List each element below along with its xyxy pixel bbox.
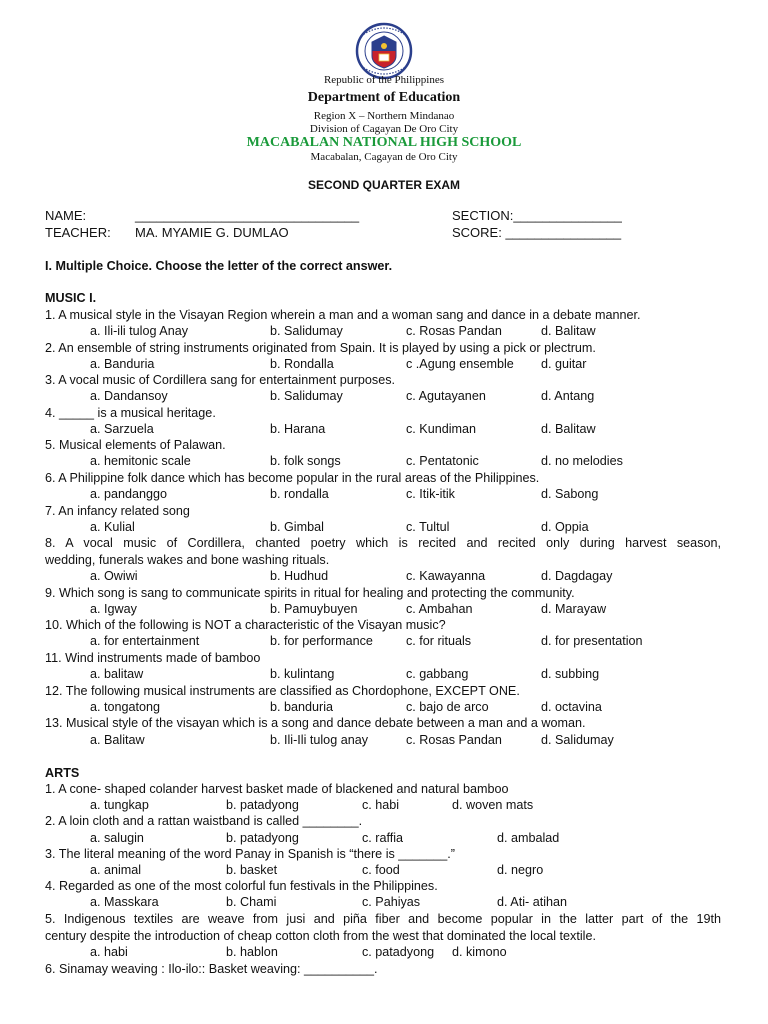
answer-option[interactable]: d. Ati- atihan [497, 895, 568, 909]
answer-option[interactable]: b. Pamuybuyen [270, 602, 358, 616]
answer-option[interactable]: c. food [362, 863, 400, 877]
music-question: 9. Which song is sang to communicate spirits in ritual for healing and protecting the community. [45, 586, 575, 600]
answer-option[interactable]: a. Kulial [90, 520, 135, 534]
answer-option[interactable]: c. Kawayanna [406, 569, 486, 583]
answer-option[interactable]: b. for performance [270, 634, 373, 648]
answer-option[interactable]: a. Balitaw [90, 733, 145, 747]
department-title: Department of Education [307, 90, 461, 105]
answer-option[interactable]: b. Rondalla [270, 357, 334, 371]
music-question: 6. A Philippine folk dance which has become popular in the rural areas of the Philippines. [45, 471, 540, 485]
music-question: 10. Which of the following is NOT a characteristic of the Visayan music? [45, 618, 446, 632]
answer-option[interactable]: a. Sarzuela [90, 422, 154, 436]
music-question: 8. A vocal music of Cordillera, chanted poetry which is recited and recited only during harvest season, [45, 536, 721, 550]
answer-option[interactable]: b. patadyong [226, 798, 299, 812]
music-question: 11. Wind instruments made of bamboo [45, 651, 261, 665]
answer-option[interactable]: b. Salidumay [270, 389, 343, 403]
school-name: MACABALAN NATIONAL HIGH SCHOOL [246, 135, 522, 150]
answer-option[interactable]: c .Agung ensemble [406, 357, 514, 371]
answer-option[interactable]: d. for presentation [541, 634, 643, 648]
teacher-value: MA. MYAMIE G. DUMLAO [135, 225, 289, 240]
music-question: 5. Musical elements of Palawan. [45, 438, 226, 452]
answer-option[interactable]: a. tungkap [90, 798, 149, 812]
answer-option[interactable]: d. Antang [541, 389, 595, 403]
answer-option[interactable]: a. for entertainment [90, 634, 200, 648]
music-question: 7. An infancy related song [45, 504, 190, 518]
arts-question: 2. A loin cloth and a rattan waistband is called ________. [45, 814, 363, 828]
arts-question: 6. Sinamay weaving : Ilo-ilo:: Basket weaving: __________. [45, 962, 378, 976]
answer-option[interactable]: b. Harana [270, 422, 326, 436]
answer-option[interactable]: c. Kundiman [406, 422, 477, 436]
answer-option[interactable]: b. rondalla [270, 487, 329, 501]
answer-option[interactable]: b. Hudhud [270, 569, 329, 583]
answer-option[interactable]: c. for rituals [406, 634, 472, 648]
answer-option[interactable]: b. Gimbal [270, 520, 324, 534]
answer-option[interactable]: c. bajo de arco [406, 700, 489, 714]
answer-option[interactable]: d. Marayaw [541, 602, 607, 616]
answer-option[interactable]: c. Rosas Pandan [406, 324, 502, 338]
music-question: 4. _____ is a musical heritage. [45, 406, 216, 420]
answer-option[interactable]: d. subbing [541, 667, 600, 681]
arts-question: 4. Regarded as one of the most colorful fun festivals in the Philippines. [45, 879, 438, 893]
answer-option[interactable]: c. Pentatonic [406, 454, 479, 468]
music-question: 2. An ensemble of string instruments originated from Spain. It is played by using a pick or plectrum. [45, 341, 596, 355]
answer-option[interactable]: b. Salidumay [270, 324, 343, 338]
answer-option[interactable]: c. habi [362, 798, 400, 812]
answer-option[interactable]: c. patadyong [362, 945, 435, 959]
answer-option[interactable]: d. guitar [541, 357, 587, 371]
music-heading: MUSIC I. [45, 291, 97, 305]
answer-option[interactable]: c. Ambahan [406, 602, 473, 616]
answer-option[interactable]: d. Sabong [541, 487, 599, 501]
music-question-continued: wedding, funerals wakes and bone washing rituals. [45, 553, 330, 567]
answer-option[interactable]: b. Chami [226, 895, 277, 909]
music-question: 12. The following musical instruments are classified as Chordophone, EXCEPT ONE. [45, 684, 520, 698]
answer-option[interactable]: c. Agutayanen [406, 389, 486, 403]
name-label: NAME: [45, 208, 87, 223]
exam-title: SECOND QUARTER EXAM [307, 178, 460, 192]
section-field[interactable]: SECTION:_______________ [452, 208, 622, 223]
answer-option[interactable]: b. banduria [270, 700, 334, 714]
answer-option[interactable]: b. hablon [226, 945, 278, 959]
answer-option[interactable]: a. salugin [90, 831, 144, 845]
answer-option[interactable]: d. Oppia [541, 520, 589, 534]
arts-question: 3. The literal meaning of the word Panay in Spanish is “there is _______.” [45, 847, 456, 861]
answer-option[interactable]: c. Pahiyas [362, 895, 421, 909]
division-line: Division of Cagayan De Oro City [309, 123, 459, 135]
deped-seal [349, 22, 419, 80]
answer-option[interactable]: c. gabbang [406, 667, 469, 681]
score-field[interactable]: SCORE: ________________ [452, 225, 622, 240]
answer-option[interactable]: a. hemitonic scale [90, 454, 191, 468]
answer-option[interactable]: d. ambalad [497, 831, 560, 845]
answer-option[interactable]: c. raffia [362, 831, 404, 845]
answer-option[interactable]: b. kulintang [270, 667, 335, 681]
answer-option[interactable]: a. habi [90, 945, 128, 959]
answer-option[interactable]: d. woven mats [452, 798, 534, 812]
music-question: 13. Musical style of the visayan which is a song and dance debate between a man and a woman. [45, 716, 586, 730]
arts-question: 5. Indigenous textiles are weave from jusi and piña fiber and become popular in the latter part of the 19th [45, 912, 721, 926]
answer-option[interactable]: b. patadyong [226, 831, 299, 845]
school-location: Macabalan, Cagayan de Oro City [310, 151, 458, 163]
answer-option[interactable]: d. Dagdagay [541, 569, 613, 583]
answer-option[interactable]: b. Ili-Ili tulog anay [270, 733, 369, 747]
answer-option[interactable]: d. negro [497, 863, 544, 877]
teacher-label: TEACHER: [45, 225, 111, 240]
answer-option[interactable]: a. Igway [90, 602, 137, 616]
answer-option[interactable]: a. Ili-ili tulog Anay [90, 324, 189, 338]
music-question: 3. A vocal music of Cordillera sang for entertainment purposes. [45, 373, 396, 387]
answer-option[interactable]: d. Balitaw [541, 422, 596, 436]
answer-option[interactable]: a. balitaw [90, 667, 144, 681]
answer-option[interactable]: a. tongatong [90, 700, 161, 714]
arts-question: 1. A cone- shaped colander harvest basket made of blackened and natural bamboo [45, 782, 509, 796]
answer-option[interactable]: a. Owiwi [90, 569, 138, 583]
answer-option[interactable]: d. no melodies [541, 454, 623, 468]
answer-option[interactable]: b. folk songs [270, 454, 341, 468]
answer-option[interactable]: a. Banduria [90, 357, 155, 371]
republic-line: Republic of the Philippines [323, 74, 445, 86]
answer-option[interactable]: a. animal [90, 863, 142, 877]
arts-heading: ARTS [45, 766, 80, 780]
region-line: Region X – Northern Mindanao [313, 110, 455, 122]
answer-option[interactable]: d. Balitaw [541, 324, 596, 338]
arts-question-continued: century despite the introduction of cheap cotton cloth from the west that dominated the local textile. [45, 929, 596, 943]
answer-option[interactable]: c. Tultul [406, 520, 450, 534]
instructions: I. Multiple Choice. Choose the letter of the correct answer. [45, 259, 393, 273]
answer-option[interactable]: a. Masskara [90, 895, 159, 909]
answer-option[interactable]: a. pandanggo [90, 487, 168, 501]
music-question: 1. A musical style in the Visayan Region wherein a man and a woman sang and dance in a debate manner. [45, 308, 641, 322]
answer-option[interactable]: b. basket [226, 863, 278, 877]
answer-option[interactable]: d. kimono [452, 945, 507, 959]
answer-option[interactable]: c. Rosas Pandan [406, 733, 502, 747]
answer-option[interactable]: a. Dandansoy [90, 389, 168, 403]
name-blank[interactable]: _______________________________ [135, 208, 360, 223]
answer-option[interactable]: d. Salidumay [541, 733, 614, 747]
answer-option[interactable]: c. Itik-itik [406, 487, 455, 501]
answer-option[interactable]: d. octavina [541, 700, 602, 714]
